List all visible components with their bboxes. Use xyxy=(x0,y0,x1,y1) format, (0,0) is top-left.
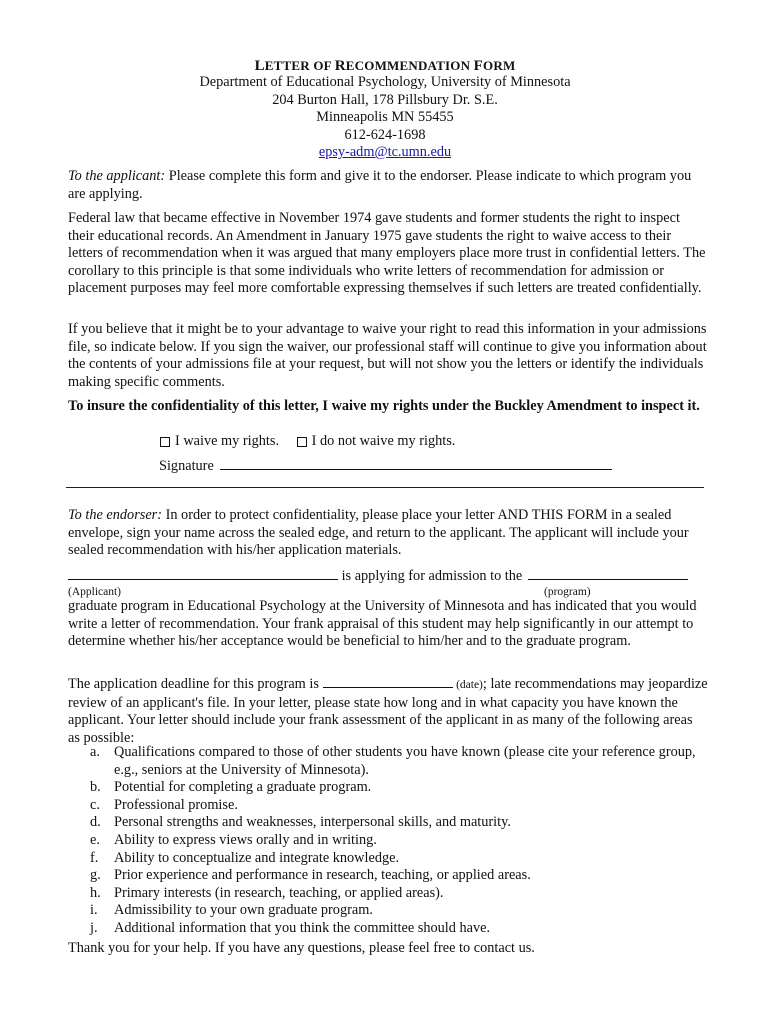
assessment-area-item xyxy=(68,885,708,903)
endorser-intro-text: In order to protect confidentiality, please place your letter AND THIS FORM in a sealed envelope, sign your name across the sealed edge, and return to the applicant. The applicant will include your sealed recommendation with his/her application materials. xyxy=(68,507,689,559)
assessment-areas-list xyxy=(68,744,708,938)
applicant-name-field[interactable] xyxy=(68,567,338,580)
waiver-statement: To insure the confidentiality of this letter, I waive my rights under the Buckley Amendment to inspect it. xyxy=(68,398,700,414)
email-container xyxy=(0,144,770,162)
assessment-area-text: Professional promise. xyxy=(114,796,238,813)
assessment-area-text: Ability to express views orally and in writing. xyxy=(114,831,377,848)
address-line-2: Minneapolis MN 55455 xyxy=(316,109,454,125)
program-name-field[interactable] xyxy=(528,567,688,580)
deadline-rest: jeopardize review of an applicant's file. In your letter, please state how long and in what capacity you have known the applicant. Your letter should include your frank assessment of the applicant in as many of the following areas as possible: xyxy=(68,676,708,746)
assessment-area-letter: j. xyxy=(90,919,98,936)
signature-label: Signature xyxy=(159,458,214,474)
assessment-area-text: Ability to conceptualize and integrate knowledge. xyxy=(114,849,400,866)
deadline-prefix: The application deadline for this program is xyxy=(68,676,319,692)
assessment-area-text: Potential for completing a graduate program. xyxy=(114,779,372,796)
assessment-area-item xyxy=(68,832,708,850)
assessment-area-item xyxy=(68,779,708,797)
department-name: Department of Educational Psychology, University of Minnesota xyxy=(199,74,571,90)
assessment-area-item xyxy=(68,850,708,868)
assessment-area-text: Admissibility to your own graduate program. xyxy=(114,902,373,919)
address-line-1: 204 Burton Hall, 178 Pillsbury Dr. S.E. xyxy=(272,92,498,108)
applicant-intro xyxy=(68,168,708,203)
signature-row xyxy=(159,457,612,476)
assessment-area-item xyxy=(68,867,708,885)
assessment-area-letter: f. xyxy=(90,849,99,866)
assessment-area-letter: a. xyxy=(90,744,100,760)
applicant-caption: (Applicant) xyxy=(68,586,122,598)
applying-row xyxy=(68,567,688,586)
form-title: LETTER OF RECOMMENDATION FORM xyxy=(254,58,516,74)
assessment-area-letter: b. xyxy=(90,779,101,796)
applicant-intro-label: To the applicant: xyxy=(68,168,166,184)
assessment-area-letter: e. xyxy=(90,831,100,848)
closing-text: Thank you for your help. If you have any questions, please feel free to contact us. xyxy=(68,940,535,956)
not-waive-option[interactable] xyxy=(297,433,456,451)
not-waive-option-label: I do not waive my rights. xyxy=(311,433,456,449)
endorser-intro-label: To the endorser: xyxy=(68,507,162,523)
assessment-area-text: Personal strengths and weaknesses, interpersonal skills, and maturity. xyxy=(114,814,511,831)
assessment-area-letter: g. xyxy=(90,867,101,884)
graduate-program-paragraph: graduate program in Educational Psychology at the University of Minnesota and has indicated that you would write a letter of recommendation. Your frank appraisal of this student may help significantly in our attempt to determine whether his/her acceptance would be beneficial to him/her and to the graduate program. xyxy=(68,598,697,650)
signature-field[interactable] xyxy=(220,457,612,470)
advantage-paragraph: If you believe that it might be to your advantage to waive your right to read this information in your admissions file, so indicate below. If you sign the waiver, our professional staff will continue to give you information about the contents of your admissions file at your request, but will not show you the letters or identify the individuals making specific comments. xyxy=(68,321,707,390)
assessment-area-item xyxy=(68,744,708,779)
assessment-areas xyxy=(68,744,708,938)
deadline-date-field[interactable] xyxy=(323,675,453,688)
assessment-area-letter: i. xyxy=(90,902,98,919)
assessment-area-text: Prior experience and performance in research, teaching, or applied areas. xyxy=(114,867,531,884)
assessment-area-item xyxy=(68,902,708,920)
assessment-area-item xyxy=(68,920,708,938)
section-divider xyxy=(66,487,704,488)
waive-checkbox[interactable] xyxy=(160,437,170,447)
assessment-area-text: Additional information that you think the committee should have. xyxy=(114,919,491,936)
assessment-area-letter: c. xyxy=(90,796,100,813)
phone-number: 612-624-1698 xyxy=(344,127,426,143)
endorser-intro xyxy=(68,507,708,560)
assessment-area-item xyxy=(68,797,708,815)
waive-option-label: I waive my rights. xyxy=(175,433,280,449)
applying-text: is applying for admission to the xyxy=(341,568,523,584)
not-waive-checkbox[interactable] xyxy=(297,437,307,447)
waiver-options xyxy=(160,433,469,452)
program-caption: (program) xyxy=(544,586,591,598)
email-link[interactable]: epsy-adm@tc.umn.edu xyxy=(318,144,452,160)
deadline-paragraph xyxy=(68,675,708,747)
federal-law-paragraph: Federal law that became effective in November 1974 gave students and former students the right to inspect their educational records. An Amendment in January 1975 gave students the right to waive access to their letters of recommendation when it was argued that many employers place more trust in confidential letters. The corollary to this principle is that some individuals who write letters of recommendation for admission or placement purposes may feel more comfortable expressing themselves if such letters are treated confidentially. xyxy=(68,210,706,297)
assessment-area-text: Qualifications compared to those of other students you have known (please cite your reference group, e.g., seniors at the University of Minnesota). xyxy=(114,744,696,778)
assessment-area-letter: h. xyxy=(90,884,101,901)
assessment-area-letter: d. xyxy=(90,814,101,831)
date-caption: (date) xyxy=(456,679,483,691)
deadline-suffix: ; late recommendations may xyxy=(482,676,645,692)
waive-option[interactable] xyxy=(160,433,279,451)
assessment-area-text: Primary interests (in research, teaching, or applied areas). xyxy=(114,884,444,901)
applicant-intro-text: Please complete this form and give it to the endorser. Please indicate to which program you are applying. xyxy=(68,168,692,202)
assessment-area-item xyxy=(68,814,708,832)
